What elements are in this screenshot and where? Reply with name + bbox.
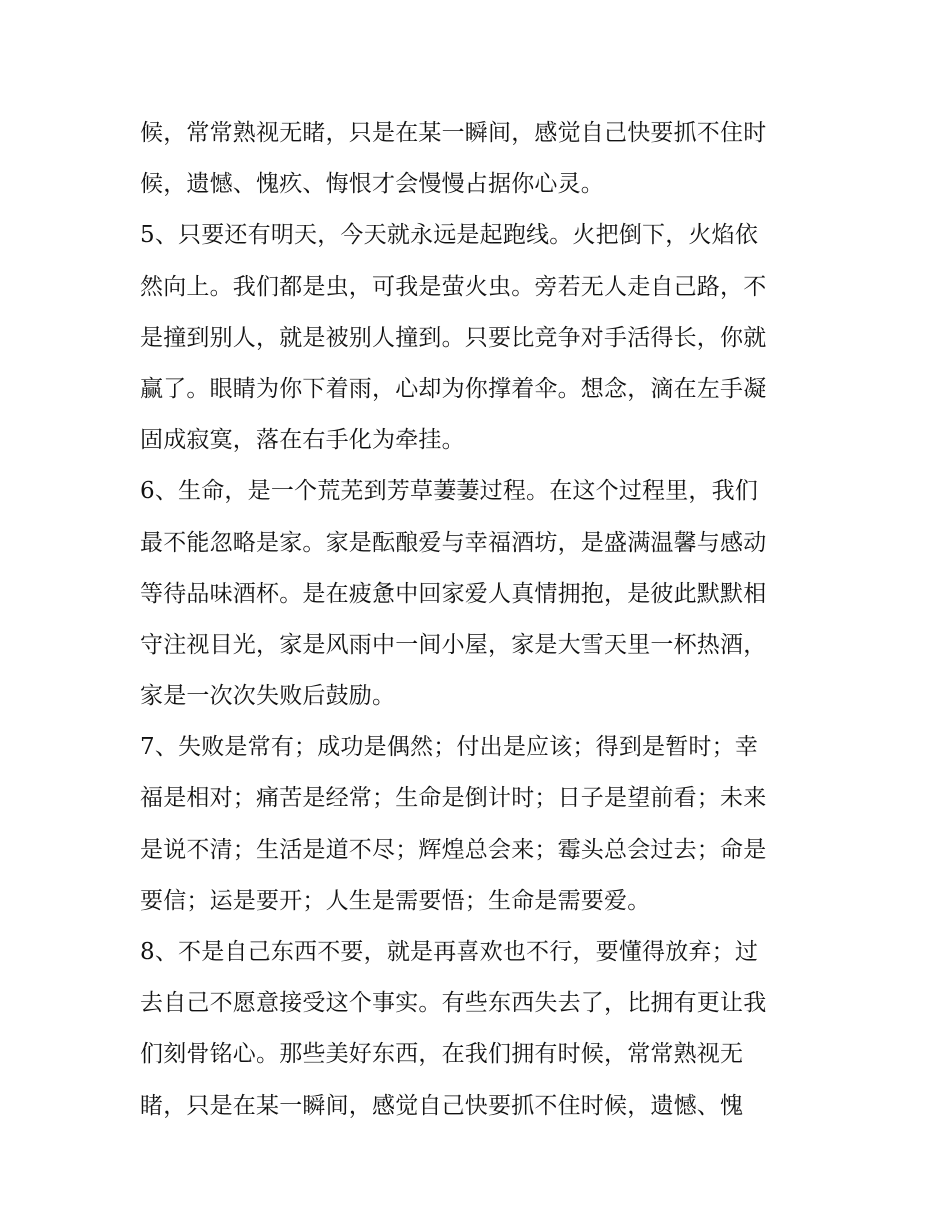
text-line: 然向上。我们都是虫，可我是萤火虫。旁若无人走自己路，不: [140, 273, 767, 300]
text-line: 去自己不愿意接受这个事实。有些东西失去了，比拥有更让我: [140, 990, 767, 1017]
text-line: 候，遗憾、愧疚、悔恨才会慢慢占据你心灵。: [140, 171, 604, 198]
text-line: 5、只要还有明天，今天就永远是起跑线。火把倒下，火焰依: [140, 222, 759, 249]
text-line: 赢了。眼睛为你下着雨，心却为你撑着伞。想念，滴在左手凝: [140, 375, 767, 402]
text-line: 睹，只是在某一瞬间，感觉自己快要抓不住时候，遗憾、愧: [140, 1092, 744, 1119]
text-line: 们刻骨铭心。那些美好东西，在我们拥有时候，常常熟视无: [140, 1041, 744, 1068]
text-line: 要信；运是要开；人生是需要悟；生命是需要爱。: [140, 887, 651, 914]
text-line: 是说不清；生活是道不尽；辉煌总会来；霉头总会过去；命是: [140, 836, 767, 863]
text-line: 等待品味酒杯。是在疲惫中回家爱人真情拥抱，是彼此默默相: [140, 580, 767, 607]
text-line: 是撞到别人，就是被别人撞到。只要比竞争对手活得长，你就: [140, 324, 767, 351]
text-line: 6、生命，是一个荒芜到芳草萋萋过程。在这个过程里，我们: [140, 478, 759, 505]
text-line: 家是一次次失败后鼓励。: [140, 683, 396, 710]
text-line: 8、不是自己东西不要，就是再喜欢也不行，要懂得放弃；过: [140, 939, 759, 965]
text-line: 福是相对；痛苦是经常；生命是倒计时；日子是望前看；未来: [140, 785, 767, 812]
text-line: 固成寂寞，落在右手化为牵挂。: [140, 427, 465, 454]
text-line: 守注视目光，家是风雨中一间小屋，家是大雪天里一杯热酒，: [140, 631, 767, 658]
text-line: 最不能忽略是家。家是酝酿爱与幸福酒坊，是盛满温馨与感动: [140, 529, 767, 556]
text-line: 7、失败是常有；成功是偶然；付出是应该；得到是暂时；幸: [140, 734, 759, 761]
text-line: 候，常常熟视无睹，只是在某一瞬间，感觉自己快要抓不住时: [140, 120, 767, 146]
body-text: [140, 108, 820, 1132]
